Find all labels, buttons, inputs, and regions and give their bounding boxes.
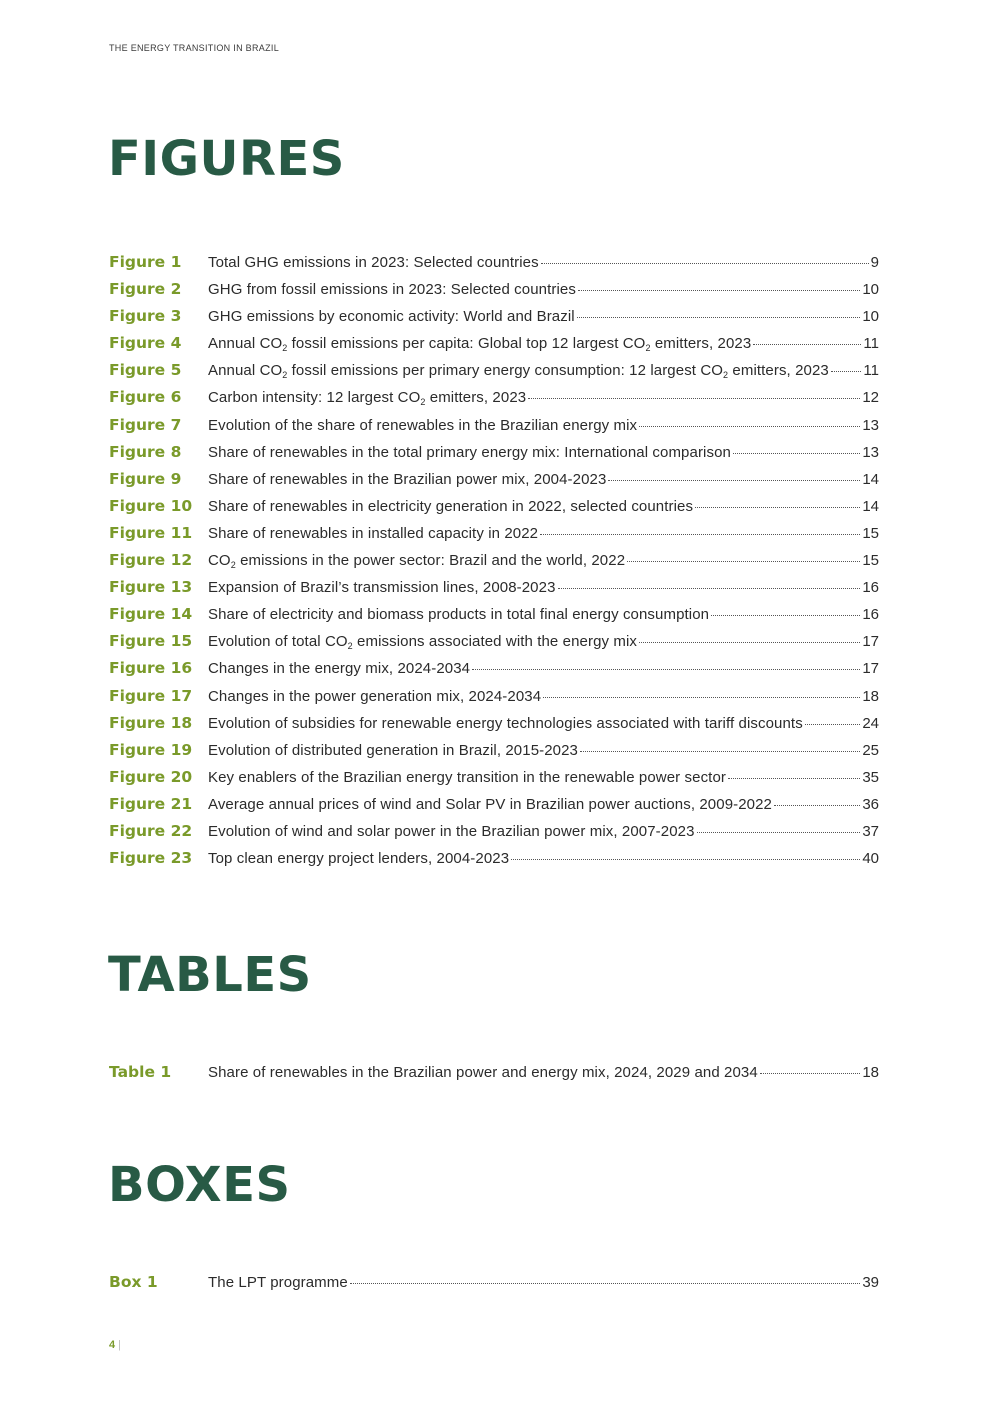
entry-page-number: 10 [862, 308, 879, 326]
title-text: Top clean energy project lenders, 2004-2023 [208, 850, 510, 868]
entry-page-number: 13 [862, 416, 879, 434]
boxes-heading: BOXES [108, 1157, 291, 1213]
toc-entry[interactable] [109, 822, 879, 849]
title-text: Total GHG emissions in 2023: Selected countries [208, 254, 539, 271]
entry-page-number: 14 [862, 497, 879, 515]
entry-label: Figure 22 [109, 821, 193, 840]
toc-entry[interactable] [109, 632, 879, 659]
title-text: Annual CO [208, 335, 283, 353]
entry-title [208, 715, 803, 732]
entry-label: Figure 21 [109, 794, 193, 813]
figures-list [109, 253, 879, 876]
entry-title [208, 335, 751, 352]
dot-leader [577, 317, 861, 318]
toc-entry[interactable] [109, 551, 879, 578]
entry-title [208, 552, 625, 569]
entry-label: Figure 8 [109, 442, 182, 461]
entry-label: Figure 12 [109, 551, 193, 570]
entry-label: Figure 16 [109, 659, 193, 678]
entry-label: Figure 18 [109, 713, 193, 732]
dot-leader [639, 426, 860, 427]
entry-page-number: 39 [862, 1274, 879, 1291]
title-text: emitters, 2023 [728, 362, 829, 380]
dot-leader [695, 507, 860, 508]
entry-page-number: 18 [862, 687, 879, 705]
entry-page-number: 24 [862, 714, 879, 732]
entry-title [208, 1274, 348, 1291]
toc-entry[interactable] [109, 605, 879, 632]
entry-page-number: 10 [862, 281, 879, 299]
subscript: 2 [347, 641, 353, 651]
title-text: Evolution of wind and solar power in the Brazilian power mix, 2007-2023 [208, 822, 695, 840]
entry-label: Figure 9 [109, 469, 182, 488]
toc-entry[interactable] [109, 307, 879, 334]
dot-leader [558, 588, 861, 589]
entry-label: Figure 1 [109, 253, 182, 271]
page-footer [109, 1339, 121, 1351]
entry-label: Figure 5 [109, 361, 182, 380]
entry-title [208, 796, 772, 813]
entry-title [208, 254, 539, 271]
title-text: emitters, 2023 [650, 335, 752, 353]
title-text: Changes in the energy mix, 2024-2034 [208, 660, 471, 678]
toc-entry[interactable] [109, 795, 879, 822]
entry-title [208, 362, 829, 379]
title-text: Evolution of the share of renewables in the Brazilian energy mix [208, 416, 638, 434]
title-text: Share of renewables in installed capacity in 2022 [208, 524, 539, 542]
entry-label: Figure 13 [109, 578, 193, 597]
entry-title [208, 498, 693, 515]
entry-title [208, 579, 556, 596]
toc-entry[interactable] [109, 524, 879, 551]
toc-entry[interactable] [109, 334, 879, 361]
toc-entry[interactable] [109, 361, 879, 388]
entry-label: Figure 23 [109, 849, 193, 868]
entry-label: Table 1 [109, 1063, 172, 1081]
entry-title [208, 471, 606, 488]
entry-page-number: 17 [862, 660, 879, 678]
entry-label: Figure 20 [109, 767, 193, 786]
title-text: Share of renewables in the Brazilian power and energy mix, 2024, 2029 and 2034 [208, 1064, 758, 1081]
entry-title [208, 308, 575, 325]
title-text: Evolution of distributed generation in Brazil, 2015-2023 [208, 741, 579, 759]
dot-leader [760, 1073, 860, 1074]
toc-entry[interactable] [109, 714, 879, 741]
toc-entry[interactable] [109, 1273, 879, 1300]
entry-page-number: 14 [862, 470, 879, 488]
entry-title [208, 823, 695, 840]
entry-title [208, 281, 576, 298]
title-text: GHG emissions by economic activity: World and Brazil [208, 308, 575, 326]
entry-title [208, 850, 509, 867]
title-text: Carbon intensity: 12 largest CO [208, 389, 421, 407]
dot-leader [543, 697, 860, 698]
tables-list [109, 1063, 879, 1090]
title-text: Changes in the power generation mix, 2024-2034 [208, 687, 542, 705]
toc-entry[interactable] [109, 768, 879, 795]
entry-label: Figure 15 [109, 632, 193, 651]
dot-leader [350, 1283, 860, 1284]
entry-page-number: 16 [862, 606, 879, 624]
entry-page-number: 36 [862, 795, 879, 813]
subscript: 2 [420, 397, 426, 407]
title-text: Share of electricity and biomass products in total final energy consumption [208, 606, 710, 624]
title-text: fossil emissions per primary energy consumption: 12 largest CO [287, 362, 724, 380]
entry-title [208, 688, 541, 705]
entry-page-number: 17 [862, 633, 879, 651]
toc-entry[interactable] [109, 388, 879, 415]
entry-page-number: 25 [862, 741, 879, 759]
dot-leader [805, 724, 861, 725]
entry-label: Figure 2 [109, 280, 182, 299]
toc-entry[interactable] [109, 687, 879, 714]
entry-title [208, 633, 637, 650]
toc-entry[interactable] [109, 849, 879, 876]
entry-page-number: 35 [862, 768, 879, 786]
dot-leader [608, 480, 860, 481]
title-text: CO [208, 552, 231, 570]
subscript: 2 [645, 343, 651, 353]
toc-entry[interactable] [109, 443, 879, 470]
toc-entry[interactable] [109, 578, 879, 605]
toc-entry[interactable] [109, 280, 879, 307]
footer-separator: | [118, 1339, 121, 1351]
entry-title [208, 660, 470, 677]
dot-leader [528, 398, 860, 399]
entry-label: Figure 11 [109, 523, 193, 542]
toc-entry[interactable] [109, 253, 879, 280]
entry-page-number: 15 [862, 524, 879, 542]
entry-title [208, 525, 538, 542]
entry-label: Figure 7 [109, 415, 182, 434]
subscript: 2 [230, 560, 236, 570]
entry-page-number: 9 [870, 254, 879, 271]
subscript: 2 [282, 370, 288, 380]
toc-entry[interactable] [109, 659, 879, 686]
dot-leader [627, 561, 860, 562]
entry-title [208, 742, 578, 759]
toc-entry[interactable] [109, 497, 879, 524]
tables-heading: TABLES [108, 947, 312, 1003]
toc-entry[interactable] [109, 470, 879, 497]
dot-leader [472, 669, 860, 670]
entry-page-number: 40 [862, 850, 879, 868]
subscript: 2 [282, 343, 288, 353]
title-text: emissions associated with the energy mix [352, 633, 638, 651]
dot-leader [728, 778, 860, 779]
entry-page-number: 15 [862, 552, 879, 570]
running-header: THE ENERGY TRANSITION IN BRAZIL [109, 43, 279, 53]
title-text: fossil emissions per capita: Global top 12 largest CO [287, 335, 646, 353]
title-text: Annual CO [208, 362, 283, 380]
entry-title [208, 606, 709, 623]
title-text: Share of renewables in the total primary energy mix: International comparison [208, 443, 731, 461]
dot-leader [511, 859, 860, 860]
title-text: Evolution of total CO [208, 633, 348, 651]
entry-title [208, 417, 637, 434]
entry-label: Figure 4 [109, 334, 182, 353]
entry-page-number: 12 [862, 389, 879, 407]
entry-page-number: 13 [862, 443, 879, 461]
title-text: emissions in the power sector: Brazil and the world, 2022 [235, 552, 626, 570]
boxes-list [109, 1273, 879, 1300]
title-text: GHG from fossil emissions in 2023: Selected countries [208, 281, 576, 299]
dot-leader [697, 832, 861, 833]
entry-page-number: 16 [862, 579, 879, 597]
entry-label: Figure 14 [109, 605, 193, 624]
entry-title [208, 769, 726, 786]
dot-leader [578, 290, 860, 291]
toc-entry[interactable] [109, 416, 879, 443]
entry-label: Figure 19 [109, 740, 193, 759]
entry-label: Figure 17 [109, 686, 193, 705]
title-text: The LPT programme [208, 1274, 348, 1291]
entry-label: Figure 10 [109, 496, 193, 515]
toc-entry[interactable] [109, 741, 879, 768]
dot-leader [733, 453, 860, 454]
entry-label: Figure 6 [109, 388, 182, 407]
entry-title [208, 389, 526, 406]
dot-leader [541, 263, 869, 264]
title-text: Share of renewables in electricity generation in 2022, selected countries [208, 497, 694, 515]
entry-label: Box 1 [109, 1273, 158, 1291]
figures-heading: FIGURES [108, 131, 345, 187]
title-text: Expansion of Brazil’s transmission lines, 2008-2023 [208, 579, 556, 597]
toc-entry[interactable] [109, 1063, 879, 1090]
title-text: Average annual prices of wind and Solar PV in Brazilian power auctions, 2009-2022 [208, 795, 773, 813]
dot-leader [753, 344, 861, 345]
title-text: Evolution of subsidies for renewable energy technologies associated with tariff discounts [208, 714, 803, 732]
entry-page-number: 11 [863, 335, 879, 353]
entry-title [208, 1064, 758, 1081]
dot-leader [831, 371, 862, 372]
entry-page-number: 37 [862, 822, 879, 840]
dot-leader [774, 805, 860, 806]
entry-label: Figure 3 [109, 307, 182, 326]
dot-leader [580, 751, 860, 752]
dot-leader [540, 534, 860, 535]
page-number: 4 [109, 1339, 116, 1351]
title-text: Share of renewables in the Brazilian power mix, 2004-2023 [208, 470, 607, 488]
title-text: Key enablers of the Brazilian energy transition in the renewable power sector [208, 768, 726, 786]
entry-page-number: 18 [862, 1064, 879, 1081]
dot-leader [639, 642, 860, 643]
title-text: emitters, 2023 [425, 389, 527, 407]
subscript: 2 [723, 370, 729, 380]
dot-leader [711, 615, 860, 616]
entry-page-number: 11 [863, 362, 879, 380]
entry-title [208, 444, 731, 461]
